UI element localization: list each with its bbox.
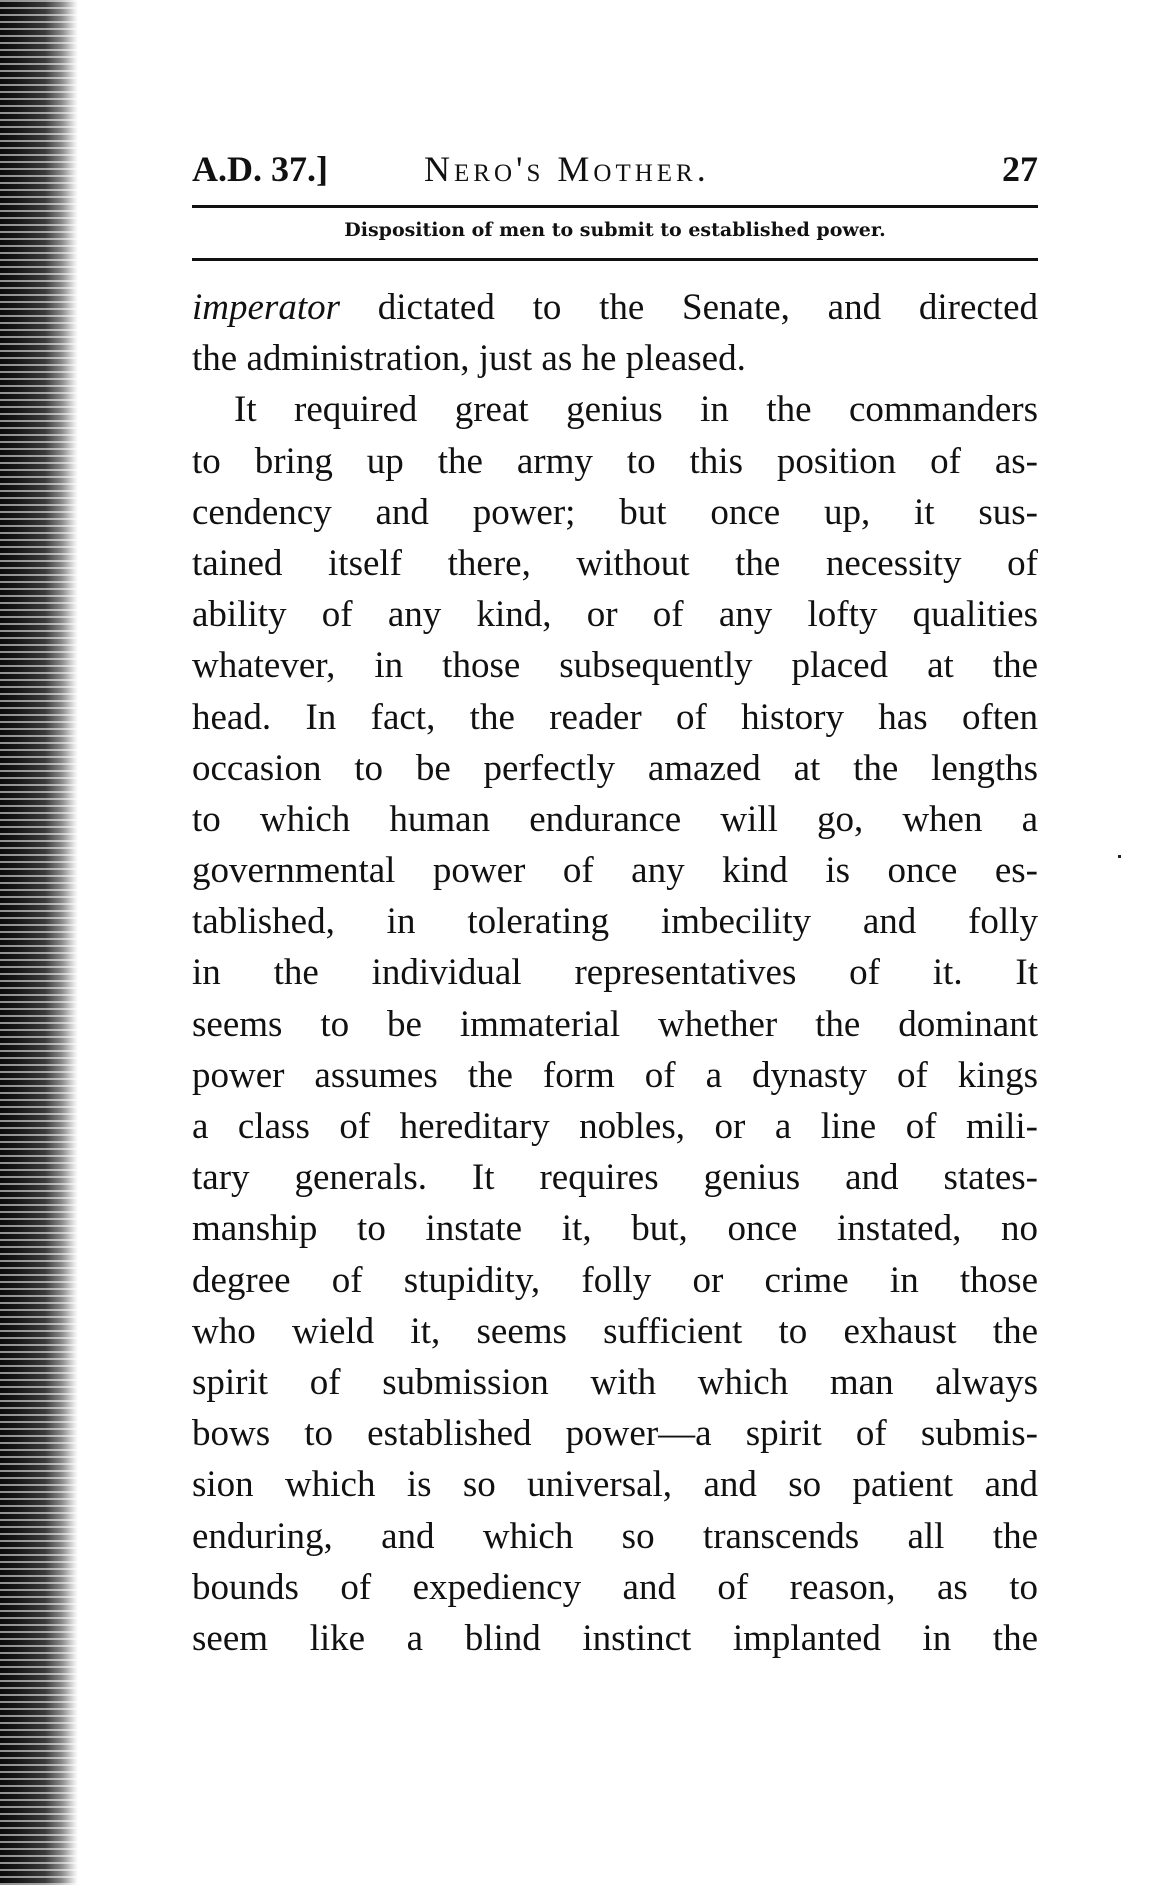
header-rule-bottom	[192, 258, 1038, 261]
text-line-25: enduring, and which so transcends all the	[192, 1515, 1038, 1557]
text-line-9: head. In fact, the reader of history has often	[192, 696, 1038, 738]
text-line-2: the administration, just as he pleased.	[192, 338, 746, 380]
text-line-22: spirit of submission with which man always	[192, 1361, 1038, 1403]
text-line-7: ability of any kind, or of any lofty qualities	[192, 594, 1038, 636]
text-line-26: bounds of expediency and of reason, as to	[192, 1566, 1038, 1608]
text-line-3: It required great genius in the commanders	[234, 389, 1038, 431]
text-line-14: in the individual representatives of it. It	[192, 952, 1038, 994]
text-line-1	[192, 282, 1038, 333]
text-line-16: power assumes the form of a dynasty of kings	[192, 1054, 1038, 1096]
text-line-13: tablished, in tolerating imbecility and folly	[192, 901, 1038, 943]
text-line-10: occasion to be perfectly amazed at the lengths	[192, 747, 1038, 789]
text-line-8: whatever, in those subsequently placed at the	[192, 645, 1038, 687]
running-head	[192, 140, 1038, 200]
text-line-23: bows to established power—a spirit of submis-	[192, 1413, 1038, 1455]
body-text	[192, 282, 1038, 1664]
text-line-1-rest: dictated to the Senate, and directed	[340, 287, 1038, 328]
section-subhead: Disposition of men to submit to established power.	[344, 219, 886, 241]
book-spine-edge	[0, 0, 78, 1885]
page-number: 27	[1002, 149, 1038, 189]
text-line-20: degree of stupidity, folly or crime in those	[192, 1259, 1038, 1301]
text-line-21: who wield it, seems sufficient to exhaust the	[192, 1310, 1038, 1352]
text-line-12: governmental power of any kind is once es-	[192, 850, 1038, 892]
text-line-4: to bring up the army to this position of as-	[192, 440, 1038, 482]
text-line-24: sion which is so universal, and so patient and	[192, 1464, 1038, 1506]
text-line-5: cendency and power; but once up, it sus-	[192, 491, 1038, 533]
italic-word-imperator: imperator	[192, 287, 340, 328]
running-head-title: Nero's Mother.	[424, 149, 710, 189]
text-line-17: a class of hereditary nobles, or a line of mili-	[192, 1106, 1038, 1147]
running-head-date: A.D. 37.]	[192, 149, 328, 189]
margin-speck	[1118, 855, 1121, 858]
text-line-11: to which human endurance will go, when a	[192, 798, 1038, 840]
header-rule-top	[192, 205, 1038, 208]
text-line-15: seems to be immaterial whether the dominant	[192, 1003, 1038, 1045]
text-line-27: seem like a blind instinct implanted in the	[192, 1617, 1038, 1659]
text-line-19: manship to instate it, but, once instated, no	[192, 1208, 1038, 1250]
text-line-6: tained itself there, without the necessity of	[192, 542, 1038, 584]
text-line-18: tary generals. It requires genius and states-	[192, 1157, 1038, 1199]
